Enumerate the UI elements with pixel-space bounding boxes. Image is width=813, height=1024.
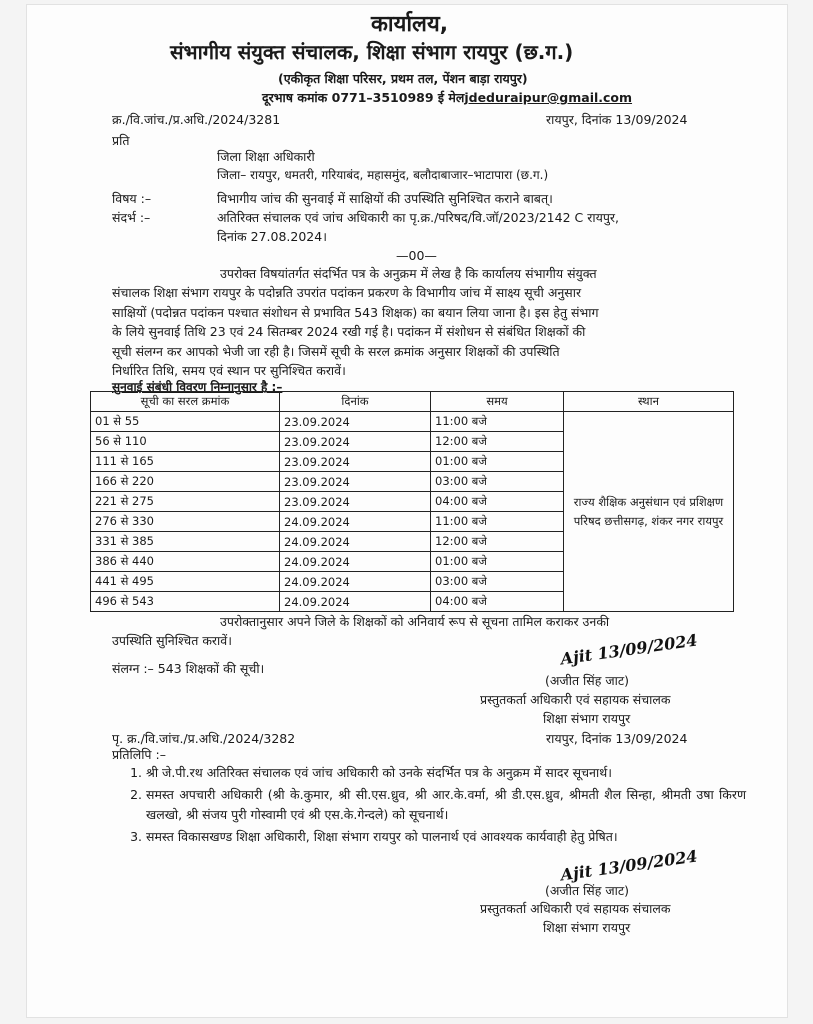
body-line: के लिये सुनवाई तिथि 23 एवं 24 सितम्बर 2024 रखी गई है। पदांकन में संशोधन से संबंधित शिक्षकों की <box>112 324 586 340</box>
col-header-venue: स्थान <box>564 392 734 412</box>
signatory-designation-1: प्रस्तुतकर्ता अधिकारी एवं सहायक संचालक <box>480 692 671 707</box>
cell-time: 01:00 बजे <box>431 452 564 472</box>
cell-time: 03:00 बजे <box>431 572 564 592</box>
col-header-time: समय <box>431 392 564 412</box>
body-paragraph <box>112 264 742 380</box>
cell-serial: 441 से 495 <box>91 572 280 592</box>
cell-date: 24.09.2024 <box>280 532 431 552</box>
cell-serial: 221 से 275 <box>91 492 280 512</box>
copy-to-list <box>112 763 746 850</box>
body-line: साक्षियों (पदोन्नत पदांकन पश्चात संशोधन से प्रभावित 543 शिक्षक) का बयान लिया जाना है। इस हेतु संभाग <box>112 304 599 320</box>
signature-2: Ajit 13/09/2024 <box>559 846 699 885</box>
office-title: संभागीय संयुक्त संचालक, शिक्षा संभाग रायपुर (छ.ग.) <box>170 40 574 64</box>
cell-time: 11:00 बजे <box>431 412 564 432</box>
col-header-serial: सूची का सरल क्रमांक <box>91 392 280 412</box>
body-line: संचालक शिक्षा संभाग रायपुर के पदोन्नति उपरांत पदांकन प्रकरण के विभागीय जांच में साक्ष्य सूची अनुसार <box>112 285 582 301</box>
cell-time: 01:00 बजे <box>431 552 564 572</box>
cell-time: 12:00 बजे <box>431 532 564 552</box>
reference-line-1: अतिरिक्त संचालक एवं जांच अधिकारी का पृ.क्र./परिषद/वि.जॉ/2023/2142 C रायपुर, <box>217 210 620 225</box>
cell-serial: 276 से 330 <box>91 512 280 532</box>
subject-label: विषय :– <box>112 191 152 206</box>
signature-1: Ajit 13/09/2024 <box>559 630 699 669</box>
office-heading: कार्यालय, <box>371 12 449 37</box>
office-contact <box>262 89 632 106</box>
signatory-office-2: शिक्षा संभाग रायपुर <box>543 920 631 935</box>
cell-time: 04:00 बजे <box>431 492 564 512</box>
col-header-date: दिनांक <box>280 392 431 412</box>
reference-label: संदर्भ :– <box>112 210 151 225</box>
letter-date: रायपुर, दिनांक 13/09/2024 <box>546 112 688 127</box>
cell-date: 24.09.2024 <box>280 592 431 612</box>
closing-line: उपस्थिति सुनिश्चित करावें। <box>112 633 232 649</box>
table-header-row <box>91 392 734 412</box>
body-line: सूची संलग्न कर आपको भेजी जा रही है। जिसमें सूची के सरल क्रमांक अनुसार शिक्षकों की उपस्थिति <box>112 343 560 359</box>
recipient-districts: जिला– रायपुर, धमतरी, गरियाबंद, महासमुंद, बलौदाबाजार–भाटापारा (छ.ग.) <box>217 168 549 182</box>
cell-date: 23.09.2024 <box>280 452 431 472</box>
list-item: 1. श्री जे.पी.रथ अतिरिक्त संचालक एवं जांच अधिकारी को उनके संदर्भित पत्र के अनुक्रम में सादर सूचनार्थ। <box>146 763 746 782</box>
to-label: प्रति <box>112 133 130 148</box>
cell-date: 24.09.2024 <box>280 512 431 532</box>
cell-serial: 496 से 543 <box>91 592 280 612</box>
cell-time: 04:00 बजे <box>431 592 564 612</box>
signatory-name-1: (अजीत सिंह जाट) <box>545 673 630 688</box>
subject-text: विभागीय जांच की सुनवाई में साक्षियों की उपस्थिति सुनिश्चित कराने बाबत्। <box>217 191 553 206</box>
contact-email[interactable]: jdeduraipur@gmail.com <box>464 90 633 105</box>
cell-time: 11:00 बजे <box>431 512 564 532</box>
recipient: जिला शिक्षा अधिकारी <box>217 149 315 164</box>
letter-number: क्र./वि.जांच./प्र.अधि./2024/3281 <box>112 112 281 127</box>
divider: —00— <box>396 248 437 263</box>
office-address: (एकीकृत शिक्षा परिसर, प्रथम तल, पेंशन बाड़ा रायपुर) <box>278 71 528 86</box>
copy-to-label: प्रतिलिपि :– <box>112 747 166 762</box>
signatory-designation-2: प्रस्तुतकर्ता अधिकारी एवं सहायक संचालक <box>480 901 671 916</box>
cell-serial: 331 से 385 <box>91 532 280 552</box>
signatory-name-2: (अजीत सिंह जाट) <box>545 883 630 898</box>
cell-time: 03:00 बजे <box>431 472 564 492</box>
cell-serial: 111 से 165 <box>91 452 280 472</box>
signatory-office-1: शिक्षा संभाग रायपुर <box>543 711 631 726</box>
closing-line: उपरोक्तानुसार अपने जिले के शिक्षकों को अनिवार्य रूप से सूचना तामिल कराकर उनकी <box>220 614 610 629</box>
cell-serial: 01 से 55 <box>91 412 280 432</box>
reference-line-2: दिनांक 27.08.2024। <box>217 229 327 244</box>
contact-phone: दूरभाष कमांक 0771–3510989 ई मेल <box>262 90 465 105</box>
cell-date: 23.09.2024 <box>280 432 431 452</box>
enclosure: संलग्न :– 543 शिक्षकों की सूची। <box>112 661 265 676</box>
copy-letter-date: रायपुर, दिनांक 13/09/2024 <box>546 731 688 746</box>
cell-venue: राज्य शैक्षिक अनुसंधान एवं प्रशिक्षण परिषद छत्तीसगढ़, शंकर नगर रायपुर <box>564 412 734 612</box>
table-row <box>91 412 734 432</box>
body-line: निर्धारित तिथि, समय एवं स्थान पर सुनिश्चित करावें। <box>112 363 346 379</box>
cell-serial: 166 से 220 <box>91 472 280 492</box>
list-item: 2. समस्त अपचारी अधिकारी (श्री के.कुमार, श्री सी.एस.ध्रुव, श्री आर.के.वर्मा, श्री डी.एस.ध्रुव, श्रीमती शैल सिन्हा, श्रीमती उषा किरण खलखो, श्री संजय पुरी गोस्वामी एवं श्री एस.के.गेन्दले) को सूचनार्थ। <box>146 785 746 824</box>
cell-date: 23.09.2024 <box>280 472 431 492</box>
cell-date: 23.09.2024 <box>280 492 431 512</box>
schedule-table <box>90 391 734 612</box>
list-item: 3. समस्त विकासखण्ड शिक्षा अधिकारी, शिक्षा संभाग रायपुर को पालनार्थ एवं आवश्यक कार्यवाही हेतु प्रेषित। <box>146 827 746 846</box>
body-line: उपरोक्त विषयांतर्गत संदर्भित पत्र के अनुक्रम में लेख है कि कार्यालय संभागीय संयुक्त <box>220 266 597 281</box>
schedule-heading: सुनवाई संबंधी विवरण निम्नानुसार है :– <box>112 380 283 394</box>
cell-time: 12:00 बजे <box>431 432 564 452</box>
cell-serial: 386 से 440 <box>91 552 280 572</box>
cell-date: 24.09.2024 <box>280 572 431 592</box>
cell-date: 23.09.2024 <box>280 412 431 432</box>
cell-date: 24.09.2024 <box>280 552 431 572</box>
cell-serial: 56 से 110 <box>91 432 280 452</box>
copy-letter-number: पृ. क्र./वि.जांच./प्र.अधि./2024/3282 <box>112 731 296 746</box>
